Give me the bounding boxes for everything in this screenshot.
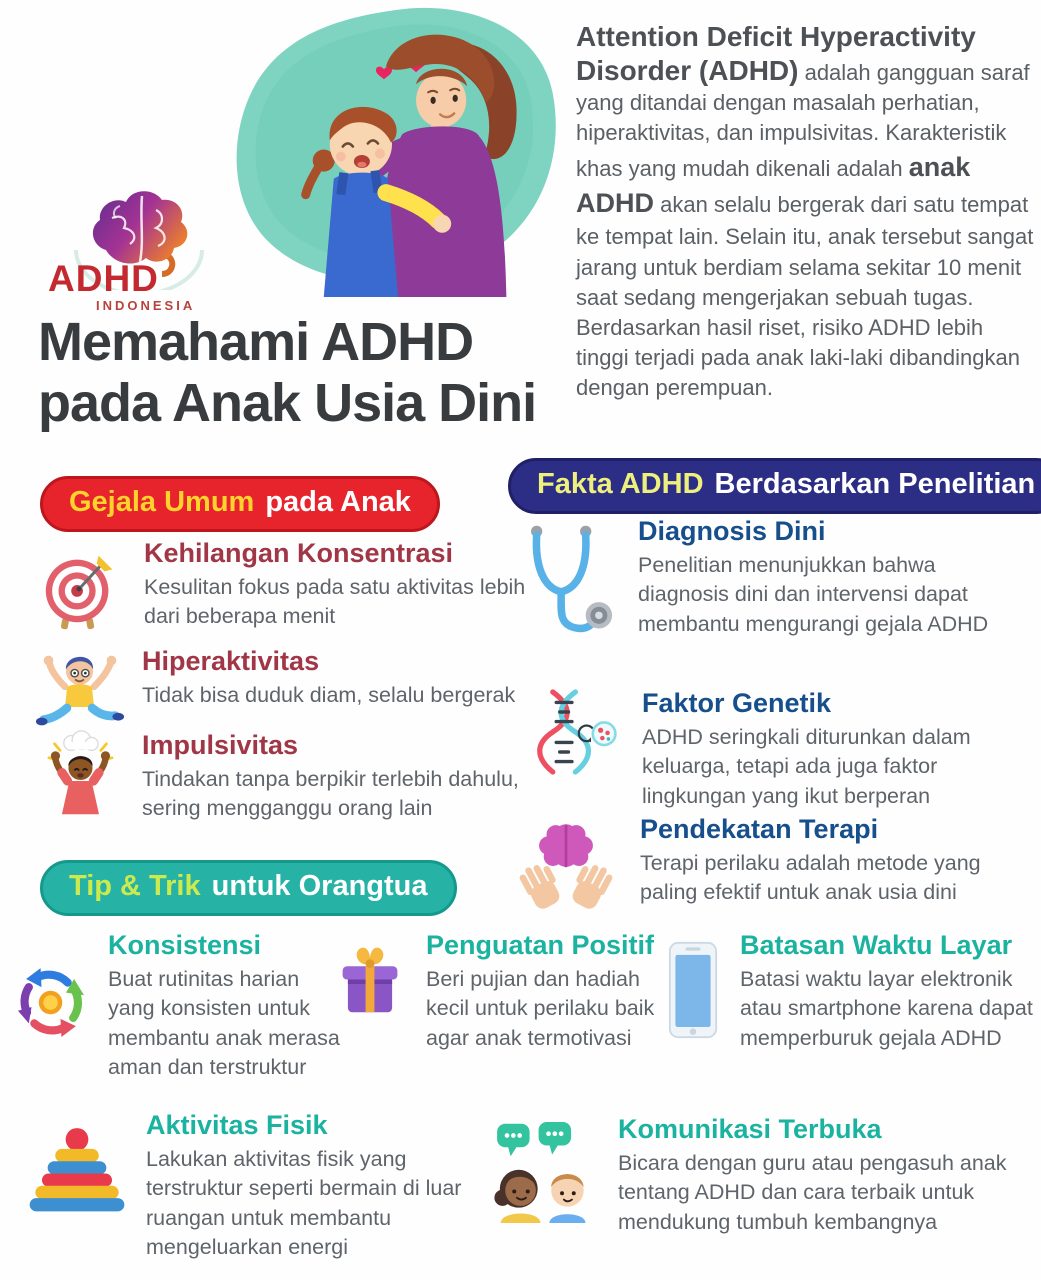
tip-title: Komunikasi Terbuka (618, 1114, 882, 1144)
page-title (38, 312, 598, 434)
symptoms-badge-rest: pada Anak (265, 486, 411, 518)
symptom-desc: Tindakan tanpa berpikir terlebih dahulu, sering mengganggu orang lain (142, 767, 519, 821)
smartphone-icon (666, 940, 720, 1045)
dna-icon (518, 688, 618, 781)
mother-child-illustration (222, 4, 570, 300)
tip-desc: Beri pujian dan hadiah kecil untuk perilaku baik agar anak termotivasi (426, 967, 655, 1050)
logo-brand: ADHD (48, 258, 159, 299)
fact-desc: ADHD seringkali diturunkan dalam keluarga, tetapi ada juga faktor lingkungan yang ikut berperan (642, 725, 971, 808)
intro-lead-bold: Attention Deficit Hyperactivity Disorder (ADHD) (576, 21, 976, 87)
tip-item-penguatan-positif (330, 930, 668, 1053)
adhd-indonesia-logo (34, 180, 244, 313)
brain-in-hands-icon (514, 814, 618, 923)
fact-title: Faktor Genetik (642, 688, 832, 718)
tip-title: Penguatan Positif (426, 930, 655, 960)
facts-badge-highlight: Fakta ADHD (537, 468, 704, 500)
fact-title: Pendekatan Terapi (640, 814, 879, 844)
fact-desc: Penelitian menunjukkan bahwa diagnosis dini dan intervensi dapat membantu mengurangi gejala ADHD (638, 553, 989, 636)
target-icon (36, 542, 126, 637)
tip-item-aktivitas-fisik (24, 1110, 490, 1262)
intro-bold-anak-adhd: anak ADHD (576, 151, 971, 219)
intro-text-a: adalah gangguan saraf yang ditandai dengan masalah perhatian, hiperaktivitas, dan impulsivitas. Karakteristik khas yang mudah dikenali adalah (576, 60, 1030, 181)
intro-text-b: akan selalu bergerak dari satu tempat ke tempat lain. Selain itu, anak tersebut sangat jarang untuk berdiam selama sekitar 10 menit saat sedang mengerjakan sebuah tugas. Berdasarkan hasil riset, risiko ADHD lebih tinggi terjadi pada anak laki-laki dibandingkan dengan perempuan. (576, 192, 1034, 401)
facts-badge-rest: Berdasarkan Penelitian (714, 468, 1036, 500)
symptom-desc: Kesulitan fokus pada satu aktivitas lebih dari beberapa menit (144, 575, 526, 629)
fact-title: Diagnosis Dini (638, 516, 826, 546)
title-line-2: pada Anak Usia Dini (38, 373, 537, 434)
tips-badge-rest: untuk Orangtua (211, 870, 428, 902)
talking-children-icon (488, 1122, 600, 1228)
symptom-title: Impulsivitas (142, 730, 299, 760)
symptom-title: Hiperaktivitas (142, 646, 320, 676)
tips-badge-highlight: Tip & Trik (69, 870, 201, 902)
jumping-child-icon (34, 646, 126, 743)
tip-desc: Bicara dengan guru atau pengasuh anak tentang ADHD dan cara terbaik untuk mendukung tumbuh kembangnya (618, 1151, 1007, 1234)
tip-desc: Batasi waktu layar elektronik atau smartphone karena dapat memperburuk gejala ADHD (740, 967, 1033, 1050)
title-line-1: Memahami ADHD (38, 312, 474, 372)
symptoms-section-badge (40, 476, 440, 532)
symptom-item-impulsivitas (36, 730, 548, 824)
fact-item-genetik (518, 688, 1038, 811)
symptoms-badge-highlight: Gejala Umum (69, 486, 255, 518)
fact-item-terapi (514, 814, 1039, 923)
tip-title: Konsistensi (108, 930, 262, 960)
stethoscope-icon (512, 522, 616, 659)
symptom-item-konsentrasi (36, 538, 536, 637)
cycle-arrows-icon (8, 960, 94, 1051)
tip-desc: Lakukan aktivitas fisik yang terstruktur seperti bermain di luar ruangan untuk membantu mengeluarkan energi (146, 1147, 462, 1259)
intro-paragraph (576, 20, 1038, 403)
tip-title: Batasan Waktu Layar (740, 930, 1013, 960)
fact-desc: Terapi perilaku adalah metode yang paling efektif untuk anak usia dini (640, 851, 981, 905)
frustrated-child-icon (36, 730, 124, 823)
fact-item-diagnosis (512, 516, 1037, 659)
symptom-item-hiperaktivitas (34, 646, 544, 743)
tip-desc: Buat rutinitas harian yang konsisten untuk membantu anak merasa aman dan terstruktur (108, 967, 340, 1079)
tips-section-badge (40, 860, 457, 916)
symptom-title: Kehilangan Konsentrasi (144, 538, 454, 568)
stacking-rings-icon (24, 1126, 130, 1226)
tip-item-batasan-waktu-layar (666, 930, 1038, 1053)
tip-item-komunikasi-terbuka (488, 1114, 1040, 1237)
gift-icon (330, 938, 410, 1027)
tip-title: Aktivitas Fisik (146, 1110, 328, 1140)
symptom-desc: Tidak bisa duduk diam, selalu bergerak (142, 683, 516, 708)
tip-item-konsistensi (8, 930, 346, 1082)
logo-country: INDONESIA (96, 298, 196, 313)
facts-section-badge (508, 458, 1041, 514)
